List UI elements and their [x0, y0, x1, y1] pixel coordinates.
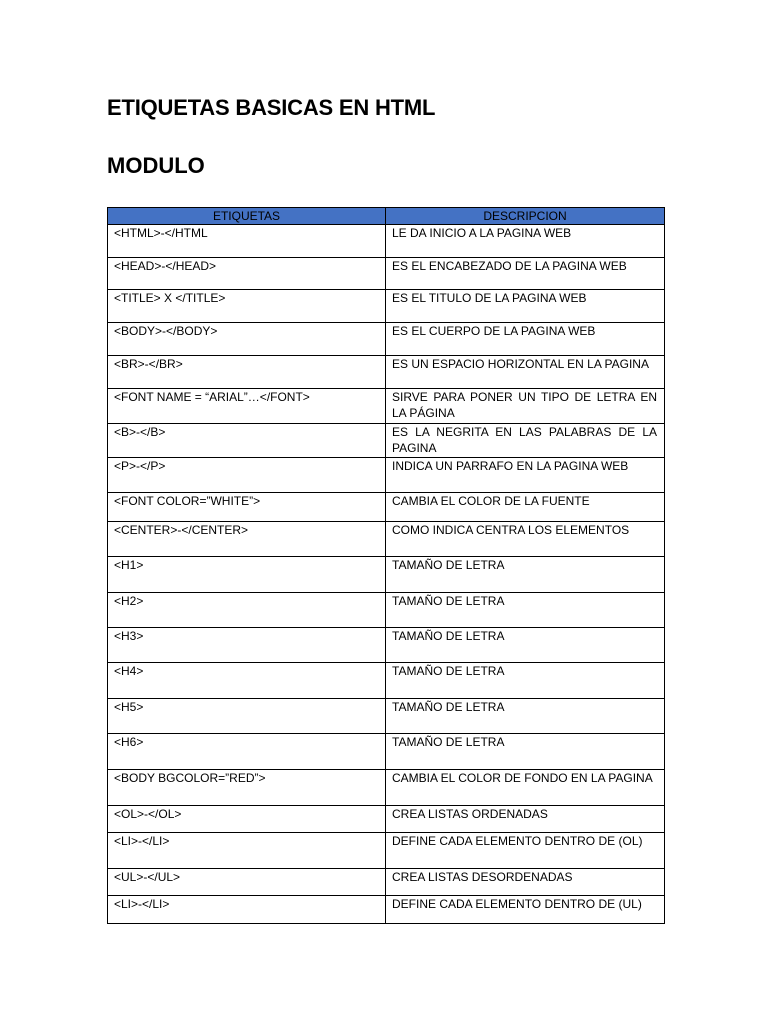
- tag-cell: <H3>: [108, 628, 386, 663]
- description-cell: TAMAÑO DE LETRA: [386, 699, 665, 734]
- description-cell: ES EL ENCABEZADO DE LA PAGINA WEB: [386, 258, 665, 290]
- description-cell: TAMAÑO DE LETRA: [386, 593, 665, 628]
- table-row: [108, 323, 665, 356]
- description-cell: CAMBIA EL COLOR DE FONDO EN LA PAGINA: [386, 770, 665, 806]
- description-cell: SIRVE PARA PONER UN TIPO DE LETRA EN LA PÁGINA: [386, 389, 665, 424]
- table-row: [108, 896, 665, 924]
- tag-cell: <H1>: [108, 557, 386, 593]
- tag-cell: <FONT COLOR=”WHITE”>: [108, 493, 386, 522]
- table-row: [108, 458, 665, 493]
- description-cell: CAMBIA EL COLOR DE LA FUENTE: [386, 493, 665, 522]
- table-row: [108, 699, 665, 734]
- table-row: [108, 628, 665, 663]
- tag-cell: <H4>: [108, 663, 386, 699]
- description-cell: TAMAÑO DE LETRA: [386, 734, 665, 770]
- tag-cell: <OL>-</OL>: [108, 806, 386, 833]
- tag-cell: <BODY BGCOLOR=”RED”>: [108, 770, 386, 806]
- tag-cell: <CENTER>-</CENTER>: [108, 522, 386, 557]
- table-header-row: [108, 208, 665, 225]
- tag-cell: <H5>: [108, 699, 386, 734]
- table-row: [108, 389, 665, 424]
- description-cell: ES EL TITULO DE LA PAGINA WEB: [386, 290, 665, 323]
- tag-cell: <HTML>-</HTML: [108, 225, 386, 258]
- description-cell: LE DA INICIO A LA PAGINA WEB: [386, 225, 665, 258]
- tag-cell: <BR>-</BR>: [108, 356, 386, 389]
- table-row: [108, 557, 665, 593]
- tag-cell: <LI>-</LI>: [108, 896, 386, 924]
- description-cell: TAMAÑO DE LETRA: [386, 663, 665, 699]
- tag-cell: <H6>: [108, 734, 386, 770]
- description-cell: INDICA UN PARRAFO EN LA PAGINA WEB: [386, 458, 665, 493]
- description-cell: TAMAÑO DE LETRA: [386, 557, 665, 593]
- table-row: [108, 806, 665, 833]
- tag-cell: <H2>: [108, 593, 386, 628]
- table-row: [108, 424, 665, 458]
- table-row: [108, 225, 665, 258]
- description-cell: TAMAÑO DE LETRA: [386, 628, 665, 663]
- tag-cell: <TITLE> X </TITLE>: [108, 290, 386, 323]
- table-row: [108, 663, 665, 699]
- tag-cell: <UL>-</UL>: [108, 869, 386, 896]
- table-row: [108, 593, 665, 628]
- tag-cell: <FONT NAME = “ARIAL”…</FONT>: [108, 389, 386, 424]
- tag-cell: <HEAD>-</HEAD>: [108, 258, 386, 290]
- table-row: [108, 770, 665, 806]
- tags-table: [107, 207, 665, 924]
- description-cell: CREA LISTAS ORDENADAS: [386, 806, 665, 833]
- tag-cell: <B>-</B>: [108, 424, 386, 458]
- column-header-tags: ETIQUETAS: [108, 208, 386, 225]
- description-cell: ES UN ESPACIO HORIZONTAL EN LA PAGINA: [386, 356, 665, 389]
- table-row: [108, 493, 665, 522]
- table-row: [108, 869, 665, 896]
- description-cell: DEFINE CADA ELEMENTO DENTRO DE (OL): [386, 833, 665, 869]
- table-row: [108, 833, 665, 869]
- description-cell: COMO INDICA CENTRA LOS ELEMENTOS: [386, 522, 665, 557]
- table-row: [108, 522, 665, 557]
- table-row: [108, 356, 665, 389]
- table-row: [108, 258, 665, 290]
- description-cell: ES EL CUERPO DE LA PAGINA WEB: [386, 323, 665, 356]
- document-subtitle: MODULO: [107, 153, 205, 178]
- description-cell: CREA LISTAS DESORDENADAS: [386, 869, 665, 896]
- tag-cell: <P>-</P>: [108, 458, 386, 493]
- tag-cell: <LI>-</LI>: [108, 833, 386, 869]
- description-cell: ES LA NEGRITA EN LAS PALABRAS DE LA PAGINA: [386, 424, 665, 458]
- tag-cell: <BODY>-</BODY>: [108, 323, 386, 356]
- description-cell: DEFINE CADA ELEMENTO DENTRO DE (UL): [386, 896, 665, 924]
- table-row: [108, 290, 665, 323]
- table-row: [108, 734, 665, 770]
- column-header-description: DESCRIPCION: [386, 208, 665, 225]
- document-title: ETIQUETAS BASICAS EN HTML: [107, 95, 436, 120]
